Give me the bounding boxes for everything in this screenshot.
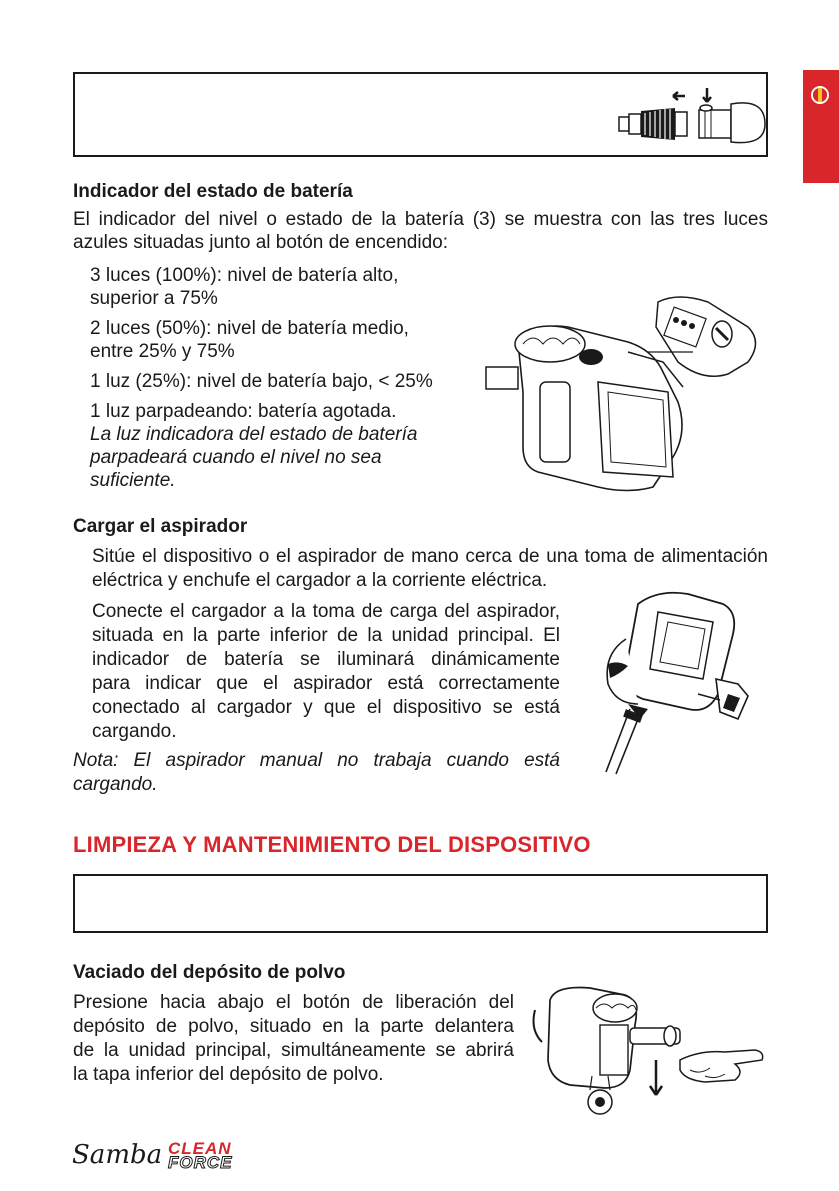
brand-force-logo: FORCE: [168, 1153, 233, 1172]
language-flag-icon: [811, 86, 829, 104]
battery-item-2-line2: entre 25% y 75%: [90, 341, 235, 362]
charging-para2-line6: cargando.: [92, 721, 177, 742]
dust-para-line3: de la unidad principal, simultáneamente se abrirá: [73, 1040, 514, 1061]
battery-heading: Indicador del estado de batería: [73, 181, 353, 202]
battery-note-line2: parpadeará cuando el nivel no sea: [90, 447, 382, 468]
arrow-left-icon: [673, 92, 685, 100]
cleaning-section-title: LIMPIEZA Y MANTENIMIENTO DEL DISPOSITIVO: [73, 832, 591, 857]
charging-note-line1: Nota: El aspirador manual no trabaja cuando está: [73, 750, 560, 771]
charging-para2-line2: situada en la parte inferior de la unidad principal. El: [92, 625, 560, 646]
dust-container-heading: Vaciado del depósito de polvo: [73, 962, 346, 983]
battery-intro-line1: El indicador del nivel o estado de la batería (3) se muestra con las tres luces: [73, 209, 768, 230]
charging-para2-line4: para indicar que el aspirador está correctamente: [92, 673, 560, 694]
charging-note-line2: cargando.: [73, 774, 158, 795]
battery-item-1-line1: 3 luces (100%): nivel de batería alto,: [90, 265, 399, 286]
dust-para-line1: Presione hacia abajo el botón de liberación del: [73, 992, 514, 1013]
arrow-down-icon: [703, 88, 711, 102]
cleaning-notice-box: [73, 874, 768, 933]
battery-item-1-line2: superior a 75%: [90, 288, 218, 309]
charging-para2-line5: conectado al cargador y que el dispositivo se está: [92, 697, 560, 718]
charging-para1-line1: Sitúe el dispositivo o el aspirador de mano cerca de una toma de alimentación: [92, 546, 768, 567]
language-tab: [803, 70, 839, 183]
brand-samba-logo: Samba: [72, 1140, 163, 1170]
dust-para-line2: depósito de polvo, situado en la parte delantera: [73, 1016, 514, 1037]
brand-clean-logo: CLEAN: [168, 1139, 232, 1158]
charging-para1-line2: eléctrica y enchufe el cargador a la corriente eléctrica.: [92, 570, 548, 591]
charging-para2-line3: indicador de batería se iluminará dinámicamente: [92, 649, 560, 670]
top-notice-box: [73, 72, 768, 157]
dust-container-illustration: [530, 980, 770, 1120]
battery-note-line3: suficiente.: [90, 470, 176, 491]
charging-para2-line1: Conecte el cargador a la toma de carga del aspirador,: [92, 601, 560, 622]
battery-indicator-illustration: [478, 282, 768, 502]
dust-para-line4: la tapa inferior del depósito de polvo.: [73, 1064, 384, 1085]
charging-heading: Cargar el aspirador: [73, 516, 248, 537]
battery-item-4: 1 luz parpadeando: batería agotada.: [90, 401, 397, 422]
battery-item-3: 1 luz (25%): nivel de batería bajo, < 25%: [90, 371, 433, 392]
battery-note-line1: La luz indicadora del estado de batería: [90, 424, 418, 445]
attachment-illustration: [615, 84, 785, 154]
battery-intro-line2: azules situadas junto al botón de encendido:: [73, 232, 448, 253]
battery-item-2-line1: 2 luces (50%): nivel de batería medio,: [90, 318, 409, 339]
charging-illustration: [588, 584, 768, 774]
